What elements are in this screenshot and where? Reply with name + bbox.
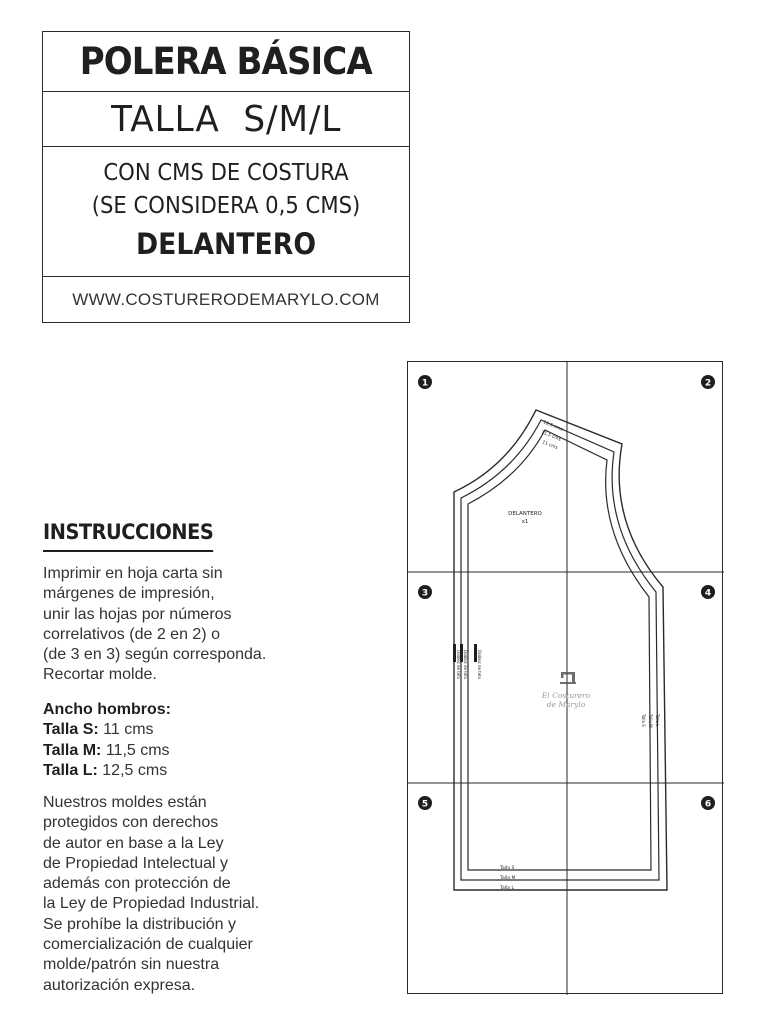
page-number-badge: [418, 375, 432, 389]
svg-text:4: 4: [704, 588, 712, 599]
outline-size-m: [461, 420, 659, 880]
page-number-badge: [701, 375, 715, 389]
shoulder-widths-heading: Ancho hombros:: [43, 701, 171, 718]
outline-size-s: [468, 430, 651, 870]
side-size-label: Talla L: [655, 714, 660, 727]
hem-size-label: Talla L: [500, 886, 514, 891]
title-row: [43, 32, 409, 92]
watermark-line2: de Marylo: [546, 700, 586, 709]
hem-size-label: Talla M: [500, 876, 516, 881]
svg-text:6: 6: [704, 799, 712, 810]
shoulder-width-row: [43, 720, 171, 740]
fold-label: Doblez de tela: [456, 650, 461, 679]
copyright-line: además con protección de: [43, 875, 231, 893]
piece-label: DELANTERO: [508, 511, 542, 517]
size-label: Talla S:: [43, 721, 99, 739]
svg-text:5: 5: [421, 799, 429, 810]
copyright-line: la Ley de Propiedad Industrial.: [43, 895, 260, 913]
shoulder-width-row: [43, 741, 171, 761]
svg-text:1: 1: [421, 378, 429, 389]
website-row: [43, 277, 409, 322]
svg-text:3: 3: [421, 588, 429, 599]
size-value: 12,5 cms: [102, 761, 168, 779]
seam-label: 11,5 cms: [540, 430, 562, 443]
side-size-label: Talla S: [641, 714, 646, 727]
copyright-line: de Propiedad Intelectual y: [43, 854, 229, 872]
copyright-line: Se prohíbe la distribución y: [43, 915, 236, 933]
title-box: [42, 31, 410, 323]
outline-size-l: [454, 410, 667, 890]
seam-allowance-line2: (SE CONSIDERA 0,5 CMS): [91, 193, 361, 219]
copyright-line: protegidos con derechos: [43, 814, 219, 832]
sewing-machine-icon: [560, 672, 576, 684]
piece-count: x1: [521, 519, 529, 525]
watermark-line1: El Costurero: [541, 691, 591, 700]
size-value: 11,5 cms: [105, 741, 170, 759]
seam-label: 12,5 cms: [542, 420, 564, 433]
page-number-badge: [701, 796, 715, 810]
seam-row: [43, 147, 409, 277]
copyright-line: Nuestros moldes están: [43, 794, 207, 811]
shoulder-width-row: [43, 761, 171, 781]
page-number-badge: [701, 585, 715, 599]
size-label: Talla L:: [43, 761, 98, 779]
side-size-label: Talla M: [648, 714, 653, 728]
print-instruction-line: (de 3 en 3) según corresponda.: [43, 646, 267, 664]
instructions-heading: INSTRUCCIONES: [43, 520, 213, 552]
fold-marker: [453, 644, 456, 662]
pattern-sizes: TALLA S/M/L: [110, 99, 342, 140]
size-label: Talla M:: [43, 741, 102, 759]
print-instruction-line: unir las hojas por números: [43, 605, 232, 623]
print-instruction-line: Imprimir en hoja carta sin: [43, 565, 223, 582]
page-number-badge: [418, 585, 432, 599]
copyright-line: de autor en base a la Ley: [43, 834, 224, 852]
print-instructions: [43, 564, 266, 686]
copyright-line: comercialización de cualquier: [43, 936, 253, 954]
svg-text:2: 2: [704, 378, 712, 389]
shoulder-widths: [43, 700, 171, 781]
piece-name: DELANTERO: [135, 227, 317, 261]
pattern-drawing: [408, 362, 724, 995]
size-value: 11 cms: [103, 721, 154, 739]
pattern-sheet: [407, 361, 723, 994]
fold-label: Doblez de tela: [477, 650, 482, 679]
page-number-badge: [418, 796, 432, 810]
print-instruction-line: correlativos (de 2 en 2) o: [43, 625, 220, 643]
print-instruction-line: Recortar molde.: [43, 666, 157, 684]
size-row: [43, 92, 409, 147]
seam-label: 11 cms: [541, 440, 559, 451]
website-link[interactable]: WWW.COSTURERODEMARYLO.COM: [72, 290, 380, 309]
copyright-line: autorización expresa.: [43, 976, 196, 994]
copyright-notice: [43, 793, 259, 996]
pattern-title: POLERA BÁSICA: [79, 40, 373, 83]
fold-label: Doblez de tela: [463, 650, 468, 679]
print-instruction-line: márgenes de impresión,: [43, 585, 215, 603]
instructions-section: [43, 520, 373, 994]
copyright-line: molde/patrón sin nuestra: [43, 956, 220, 974]
fold-marker: [474, 644, 477, 662]
hem-size-label: Talla S: [500, 866, 515, 871]
seam-allowance-line1: CON CMS DE COSTURA: [103, 160, 349, 186]
